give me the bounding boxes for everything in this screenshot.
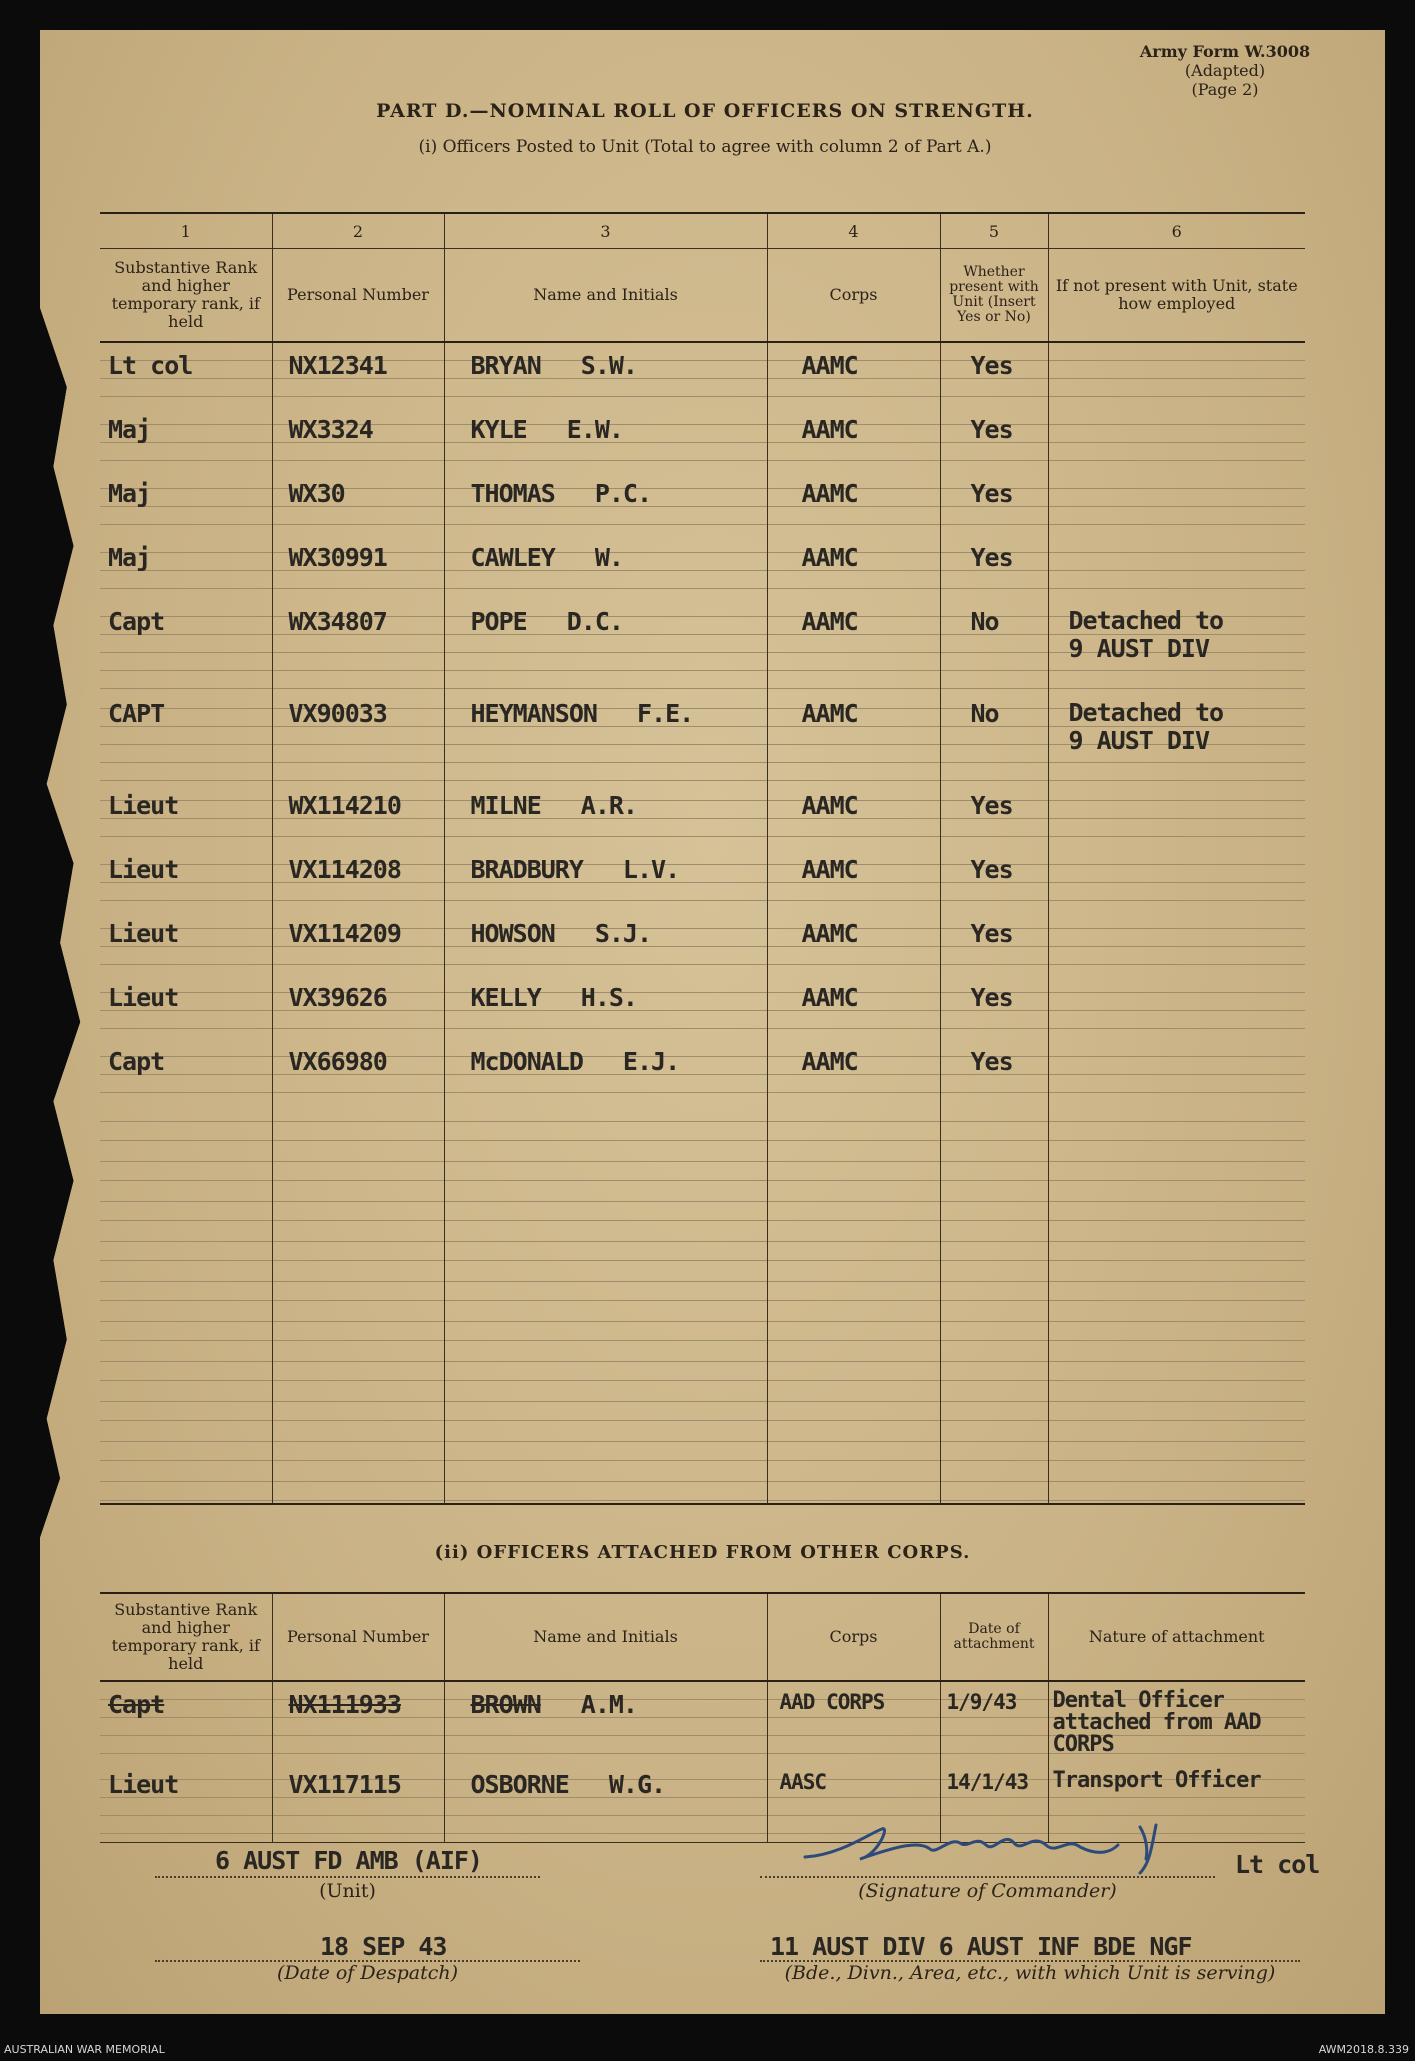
- table-row: [100, 599, 1305, 691]
- table-row: [100, 911, 1305, 975]
- surname: CAWLEY: [470, 543, 555, 572]
- name-cell: [444, 471, 767, 535]
- header-date-attachment: Date of attachment: [940, 1593, 1048, 1681]
- rank-cell: Lieut: [100, 783, 272, 847]
- header-corps: Corps: [767, 1593, 940, 1681]
- employed-cell: [1048, 342, 1305, 407]
- personal-number-cell: WX30991: [272, 535, 444, 599]
- table-row: [100, 847, 1305, 911]
- initials: W.: [594, 543, 623, 572]
- archive-credit-bar: [0, 2040, 1415, 2061]
- column-number-row: [100, 213, 1305, 249]
- header-nature-attachment: Nature of attachment: [1048, 1593, 1305, 1681]
- present-cell: Yes: [940, 783, 1048, 847]
- corps-cell: AAMC: [767, 975, 940, 1039]
- name-cell: [444, 783, 767, 847]
- name-cell: [444, 1039, 767, 1103]
- name-cell: [444, 342, 767, 407]
- surname: BROWN: [470, 1690, 541, 1719]
- attachment-date-cell: 14/1/43: [940, 1762, 1048, 1843]
- employed-cell: [1048, 975, 1305, 1039]
- form-identifier: [1075, 42, 1375, 99]
- col-number: 5: [940, 213, 1048, 249]
- col-number: 2: [272, 213, 444, 249]
- personal-number-cell: NX12341: [272, 342, 444, 407]
- surname: THOMAS: [470, 479, 555, 508]
- corps-cell: AAMC: [767, 599, 940, 691]
- personal-number-cell: WX3324: [272, 407, 444, 471]
- page-subtitle: (i) Officers Posted to Unit (Total to agree with column 2 of Part A.): [418, 137, 992, 157]
- name-cell: [444, 847, 767, 911]
- surname: BRADBURY: [470, 855, 583, 884]
- corps-cell: AAMC: [767, 1039, 940, 1103]
- rank-cell: Lieut: [100, 847, 272, 911]
- personal-number-cell: VX39626: [272, 975, 444, 1039]
- initials: W.G.: [608, 1770, 666, 1799]
- employed-cell: [1048, 691, 1305, 783]
- credit-left: AUSTRALIAN WAR MEMORIAL: [4, 2043, 165, 2056]
- attachment-nature-cell: [1048, 1681, 1305, 1762]
- name-cell: [444, 1681, 767, 1762]
- present-cell: Yes: [940, 342, 1048, 407]
- employed-cell: [1048, 783, 1305, 847]
- present-cell: Yes: [940, 1039, 1048, 1103]
- employed-cell: [1048, 471, 1305, 535]
- initials: E.W.: [566, 415, 623, 444]
- table-row: [100, 691, 1305, 783]
- blank-row: [100, 1423, 1305, 1463]
- personal-number-cell: WX30: [272, 471, 444, 535]
- surname: OSBORNE: [470, 1770, 569, 1799]
- col-number: 3: [444, 213, 767, 249]
- personal-number-cell: WX34807: [272, 599, 444, 691]
- blank-row: [100, 1343, 1305, 1383]
- table-row: [100, 471, 1305, 535]
- personal-number-cell: VX117115: [272, 1762, 444, 1843]
- signature-line: [760, 1876, 1215, 1878]
- present-cell: Yes: [940, 407, 1048, 471]
- col-number: 4: [767, 213, 940, 249]
- corps-cell: AAMC: [767, 783, 940, 847]
- employed-cell: [1048, 847, 1305, 911]
- rank-cell: Maj: [100, 407, 272, 471]
- corps-cell: AAMC: [767, 911, 940, 975]
- despatch-date-value: 18 SEP 43: [320, 1932, 447, 1961]
- initials: E.J.: [622, 1047, 680, 1076]
- officers-posted-table: [100, 212, 1305, 1505]
- corps-cell: AAMC: [767, 535, 940, 599]
- personal-number-cell: WX114210: [272, 783, 444, 847]
- header-personal-number: Personal Number: [272, 249, 444, 343]
- nature-line: CORPS: [1052, 1732, 1114, 1757]
- signature-caption: (Signature of Commander): [858, 1880, 1117, 1902]
- personal-number-cell: VX114208: [272, 847, 444, 911]
- unit-line: [155, 1876, 540, 1878]
- present-cell: Yes: [940, 911, 1048, 975]
- rank-cell: Capt: [100, 1681, 272, 1762]
- table-row: [100, 535, 1305, 599]
- rank-cell: Lieut: [100, 911, 272, 975]
- name-cell: [444, 691, 767, 783]
- employed-line: 9 AUST DIV: [1068, 634, 1210, 663]
- corps-cell: AAD CORPS: [767, 1681, 940, 1762]
- blank-row: [100, 1383, 1305, 1423]
- present-cell: Yes: [940, 535, 1048, 599]
- form-number: Army Form W.3008: [1139, 42, 1311, 61]
- header-row: [100, 249, 1305, 343]
- header-name: Name and Initials: [444, 249, 767, 343]
- rank-cell: Maj: [100, 535, 272, 599]
- employed-cell: [1048, 535, 1305, 599]
- unit-value: 6 AUST FD AMB (AIF): [215, 1846, 482, 1875]
- initials: L.V.: [622, 855, 680, 884]
- present-cell: No: [940, 599, 1048, 691]
- table-row: [100, 1681, 1305, 1762]
- initials: A.R.: [580, 791, 637, 820]
- col-number: 1: [100, 213, 272, 249]
- personal-number-cell: VX114209: [272, 911, 444, 975]
- nature-line: Dental Officer: [1052, 1688, 1224, 1713]
- initials: S.J.: [594, 919, 652, 948]
- blank-row: [100, 1303, 1305, 1343]
- table-row: [100, 1039, 1305, 1103]
- initials: A.M.: [580, 1690, 637, 1719]
- initials: D.C.: [566, 607, 623, 636]
- rank-cell: Capt: [100, 1039, 272, 1103]
- personal-number-cell: NX111933: [272, 1681, 444, 1762]
- name-cell: [444, 911, 767, 975]
- table-row: [100, 975, 1305, 1039]
- credit-right: AWM2018.8.339: [1318, 2043, 1409, 2056]
- rank-cell: Lieut: [100, 1762, 272, 1843]
- page-title: PART D.—NOMINAL ROLL OF OFFICERS ON STRENGTH.: [376, 100, 1034, 122]
- header-present: Whether present with Unit (Insert Yes or No): [940, 249, 1048, 343]
- surname: BRYAN: [470, 351, 541, 380]
- table-row: [100, 407, 1305, 471]
- surname: KELLY: [470, 983, 541, 1012]
- brigade-value: 11 AUST DIV 6 AUST INF BDE NGF: [770, 1932, 1192, 1961]
- blank-row: [100, 1223, 1305, 1263]
- present-cell: Yes: [940, 975, 1048, 1039]
- employed-line: Detached to: [1068, 606, 1224, 635]
- header-corps: Corps: [767, 249, 940, 343]
- initials: H.S.: [580, 983, 637, 1012]
- corps-cell: AAMC: [767, 342, 940, 407]
- header-row: [100, 1593, 1305, 1681]
- unit-caption: (Unit): [319, 1880, 376, 1902]
- header-rank: Substantive Rank and higher temporary rank, if held: [100, 1593, 272, 1681]
- form-adapted: (Adapted): [1184, 61, 1266, 80]
- blank-row: [100, 1143, 1305, 1183]
- employed-line: 9 AUST DIV: [1068, 726, 1210, 755]
- surname: HOWSON: [470, 919, 555, 948]
- initials: P.C.: [594, 479, 652, 508]
- surname: McDONALD: [470, 1047, 583, 1076]
- present-cell: No: [940, 691, 1048, 783]
- name-cell: [444, 599, 767, 691]
- corps-cell: AASC: [767, 1762, 940, 1843]
- name-cell: [444, 1762, 767, 1843]
- employed-cell: [1048, 407, 1305, 471]
- rank-cell: Lt col: [100, 342, 272, 407]
- surname: MILNE: [470, 791, 541, 820]
- header-employed: If not present with Unit, state how employed: [1048, 249, 1305, 343]
- brigade-caption: (Bde., Divn., Area, etc., with which Unit is serving): [784, 1962, 1276, 1984]
- personal-number-cell: VX90033: [272, 691, 444, 783]
- blank-row: [100, 1183, 1305, 1223]
- corps-cell: AAMC: [767, 407, 940, 471]
- name-cell: [444, 407, 767, 471]
- surname: HEYMANSON: [470, 699, 597, 728]
- rank-cell: Maj: [100, 471, 272, 535]
- col-number: 6: [1048, 213, 1305, 249]
- surname: POPE: [470, 607, 527, 636]
- employed-cell: [1048, 911, 1305, 975]
- attachment-date-cell: 1/9/43: [940, 1681, 1048, 1762]
- date-caption: (Date of Despatch): [276, 1962, 459, 1984]
- commander-signature: [800, 1815, 1210, 1875]
- blank-row: [100, 1263, 1305, 1303]
- rank-cell: CAPT: [100, 691, 272, 783]
- header-rank: Substantive Rank and higher temporary rank, if held: [100, 249, 272, 343]
- header-name: Name and Initials: [444, 1593, 767, 1681]
- table-row: [100, 342, 1305, 407]
- corps-cell: AAMC: [767, 471, 940, 535]
- employed-line: Detached to: [1068, 698, 1224, 727]
- rank-cell: Lieut: [100, 975, 272, 1039]
- employed-cell: [1048, 599, 1305, 691]
- initials: S.W.: [580, 351, 637, 380]
- personal-number-cell: VX66980: [272, 1039, 444, 1103]
- blank-row: [100, 1103, 1305, 1143]
- employed-cell: [1048, 1039, 1305, 1103]
- blank-row: [100, 1463, 1305, 1504]
- form-page: (Page 2): [1191, 80, 1259, 99]
- nature-line: attached from AAD: [1052, 1710, 1261, 1735]
- corps-cell: AAMC: [767, 847, 940, 911]
- signature-rank: Lt col: [1235, 1850, 1320, 1879]
- rank-cell: Capt: [100, 599, 272, 691]
- table-row: [100, 783, 1305, 847]
- present-cell: Yes: [940, 471, 1048, 535]
- corps-cell: AAMC: [767, 691, 940, 783]
- name-cell: [444, 535, 767, 599]
- surname: KYLE: [470, 415, 527, 444]
- header-personal-number: Personal Number: [272, 1593, 444, 1681]
- present-cell: Yes: [940, 847, 1048, 911]
- nature-line: Transport Officer: [1052, 1768, 1261, 1793]
- section-2-title: (ii) OFFICERS ATTACHED FROM OTHER CORPS.: [434, 1542, 971, 1563]
- officers-attached-table: [100, 1592, 1305, 1843]
- name-cell: [444, 975, 767, 1039]
- initials: F.E.: [636, 699, 694, 728]
